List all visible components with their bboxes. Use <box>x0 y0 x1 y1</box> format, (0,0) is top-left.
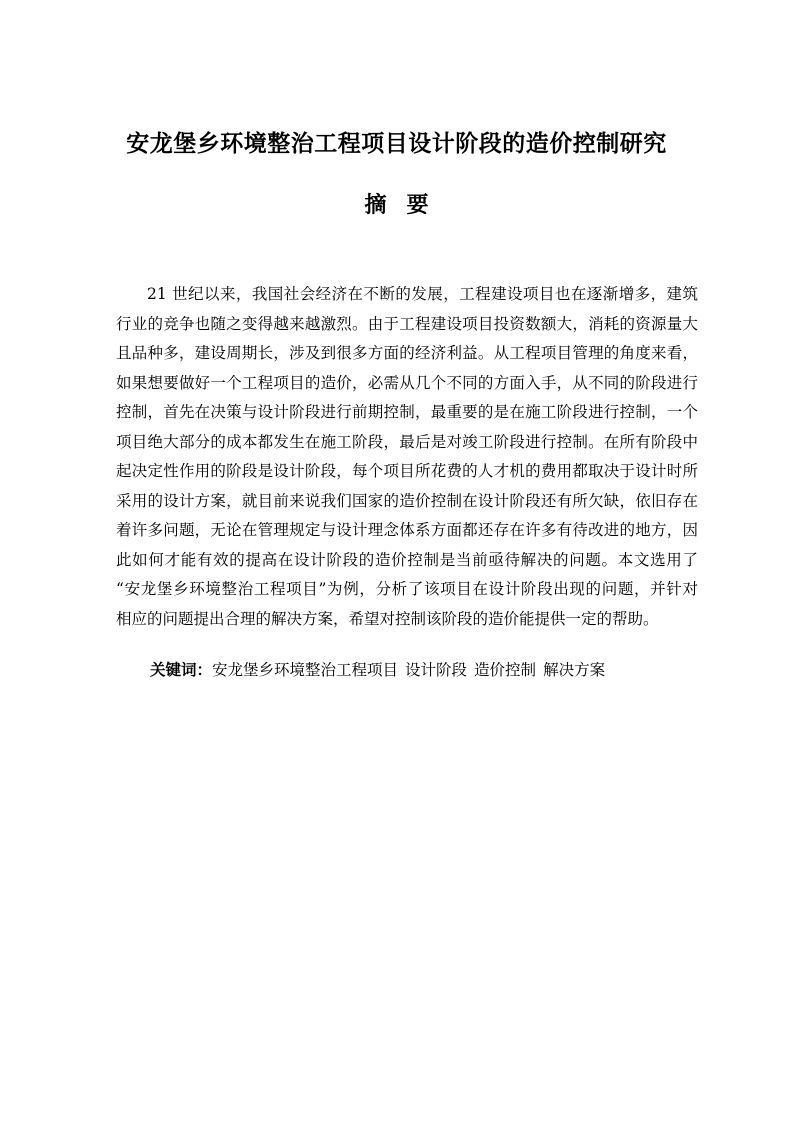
abstract-line: 项目绝大部分的成本都发生在施工阶段，最后是对竣工阶段进行控制。在所有阶段中 <box>116 432 698 451</box>
abstract-line: 相应的问题提出合理的解决方案，希望对控制该阶段的造价能提供一定的帮助。 <box>116 609 659 628</box>
abstract-line: 着许多问题，无论在管理规定与设计理念体系方面都还存在许多有待改进的地方，因 <box>116 521 698 539</box>
keyword: 安龙堡乡环境整治工程项目 <box>212 661 399 679</box>
keywords-line <box>150 656 612 686</box>
abstract-heading: 摘要 <box>364 193 449 218</box>
abstract-line: 控制，首先在决策与设计阶段进行前期控制，最重要的是在施工阶段进行控制，一个 <box>116 403 698 421</box>
abstract-line: 此如何才能有效的提高在设计阶段的造价控制是当前亟待解决的问题。本文选用了 <box>116 550 698 569</box>
keyword: 设计阶段 <box>405 661 468 679</box>
abstract-line: 采用的设计方案，就目前来说我们国家的造价控制在设计阶段还有所欠缺，依旧存在 <box>116 491 698 510</box>
abstract-line: “安龙堡乡环境整治工程项目”为例，分析了该项目在设计阶段出现的问题，并针对 <box>116 580 698 598</box>
keyword: 造价控制 <box>474 661 537 679</box>
paper-title: 安龙堡乡环境整治工程项目设计阶段的造价控制研究 <box>126 131 667 157</box>
abstract-body <box>116 280 698 634</box>
abstract-line: 21 世纪以来，我国社会经济在不断的发展，工程建设项目也在逐渐增多，建筑 <box>147 285 698 303</box>
abstract-line: 如果想要做好一个工程项目的造价，必需从几个不同的方面入手，从不同的阶段进行 <box>116 373 698 392</box>
abstract-line: 且品种多，建设周期长，涉及到很多方面的经济利益。从工程项目管理的角度来看， <box>116 344 698 362</box>
abstract-line: 起决定性作用的阶段是设计阶段，每个项目所花费的人才机的费用都取决于设计时所 <box>116 462 698 480</box>
keywords-label: 关键词： <box>150 661 213 679</box>
keyword: 解决方案 <box>543 661 606 679</box>
abstract-line: 行业的竞争也随之变得越来越激烈。由于工程建设项目投资数额大，消耗的资源量大 <box>116 314 698 333</box>
